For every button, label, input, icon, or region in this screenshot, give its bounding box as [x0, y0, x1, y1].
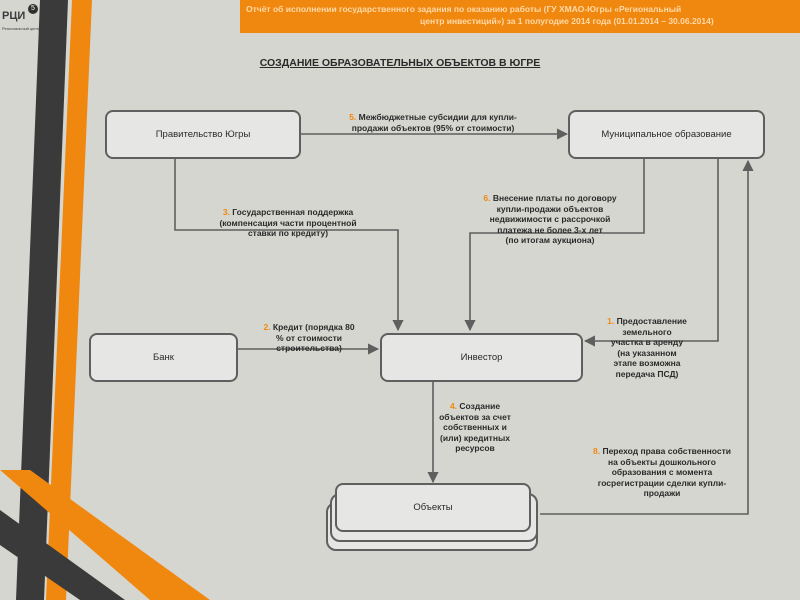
- node-municipality: Муниципальное образование: [568, 110, 765, 159]
- step-6-line3: недвижимости с рассрочкой: [489, 214, 611, 224]
- node-objects: Объекты: [335, 483, 531, 532]
- step-3-line2: (компенсация части процентной: [219, 217, 357, 228]
- step-8-line2: на объекты дошкольного: [608, 456, 716, 467]
- step-4-line2: объектов за счет: [439, 411, 511, 422]
- step-1-line6: передача ПСД): [615, 368, 679, 379]
- step-3-number: 3.: [222, 207, 230, 217]
- node-government: Правительство Югры: [105, 110, 301, 159]
- step-4-line5: ресурсов: [455, 443, 495, 453]
- step-8-number: 8.: [593, 446, 601, 456]
- step-5-line1: Межбюджетные субсидии для купли-: [358, 112, 517, 122]
- header-text-line2: центр инвестиций») за 1 полугодие 2014 года (01.01.2014 – 30.06.2014): [420, 16, 714, 26]
- step-3-line1: Государственная поддержка: [232, 207, 354, 217]
- logo-mark: РЦИ: [2, 10, 26, 22]
- step-1-line3: участка в аренду: [610, 337, 684, 347]
- node-bank: Банк: [89, 333, 238, 382]
- step-8-line5: продажи: [643, 488, 681, 498]
- step-3-line3: ставки по кредиту): [247, 228, 329, 238]
- label-step-4: [430, 401, 520, 454]
- step-6-line5: (по итогам аукциона): [505, 235, 595, 245]
- node-investor: Инвестор: [380, 333, 583, 382]
- step-1-line4: (на указанном: [617, 347, 677, 358]
- step-2-line2: % от стоимости: [276, 332, 342, 343]
- step-5-line2: продажи объектов (95% от стоимости): [351, 122, 515, 133]
- step-1-line1: Предоставление: [616, 316, 687, 326]
- label-step-8: [568, 446, 756, 499]
- label-step-3: [183, 207, 393, 239]
- header-underline: [240, 30, 800, 33]
- step-6-line4: платежа не более 3-х лет: [497, 224, 603, 235]
- page-title: СОЗДАНИЕ ОБРАЗОВАТЕЛЬНЫХ ОБЪЕКТОВ В ЮГРЕ: [259, 57, 541, 69]
- label-step-1: [592, 316, 702, 379]
- step-6-line2: купли-продажи объектов: [496, 203, 604, 214]
- step-2-number: 2.: [263, 322, 271, 332]
- step-1-number: 1.: [607, 316, 615, 326]
- step-6-line1: Внесение платы по договору: [492, 193, 617, 203]
- logo-badge: 5: [28, 4, 38, 14]
- step-1-line5: этапе возможна: [613, 358, 681, 368]
- label-step-2: [245, 322, 373, 354]
- label-step-5: [318, 112, 548, 133]
- step-4-line4: (или) кредитных: [440, 432, 510, 443]
- step-4-line1: Создание: [459, 401, 501, 411]
- step-4-line3: собственных и: [443, 422, 507, 432]
- step-5-number: 5.: [349, 112, 357, 122]
- step-1-line2: земельного: [622, 326, 672, 337]
- label-step-6: [460, 193, 640, 246]
- logo: [2, 4, 64, 44]
- step-8-line4: госрегистрации сделки купли-: [597, 477, 727, 488]
- step-2-line1: Кредит (порядка 80: [272, 322, 355, 332]
- step-4-number: 4.: [449, 401, 458, 411]
- step-6-number: 6.: [483, 193, 491, 203]
- step-8-line3: образования с момента: [611, 467, 713, 477]
- step-8-line1: Переход права собственности: [602, 446, 731, 456]
- step-2-line3: строительства): [276, 343, 342, 353]
- header-text-line1: Отчёт об исполнении государственного задания по оказанию работы (ГУ ХМАО-Югры «Региональный: [246, 4, 682, 14]
- logo-tagline: Региональный центр инвестиций: [2, 26, 64, 31]
